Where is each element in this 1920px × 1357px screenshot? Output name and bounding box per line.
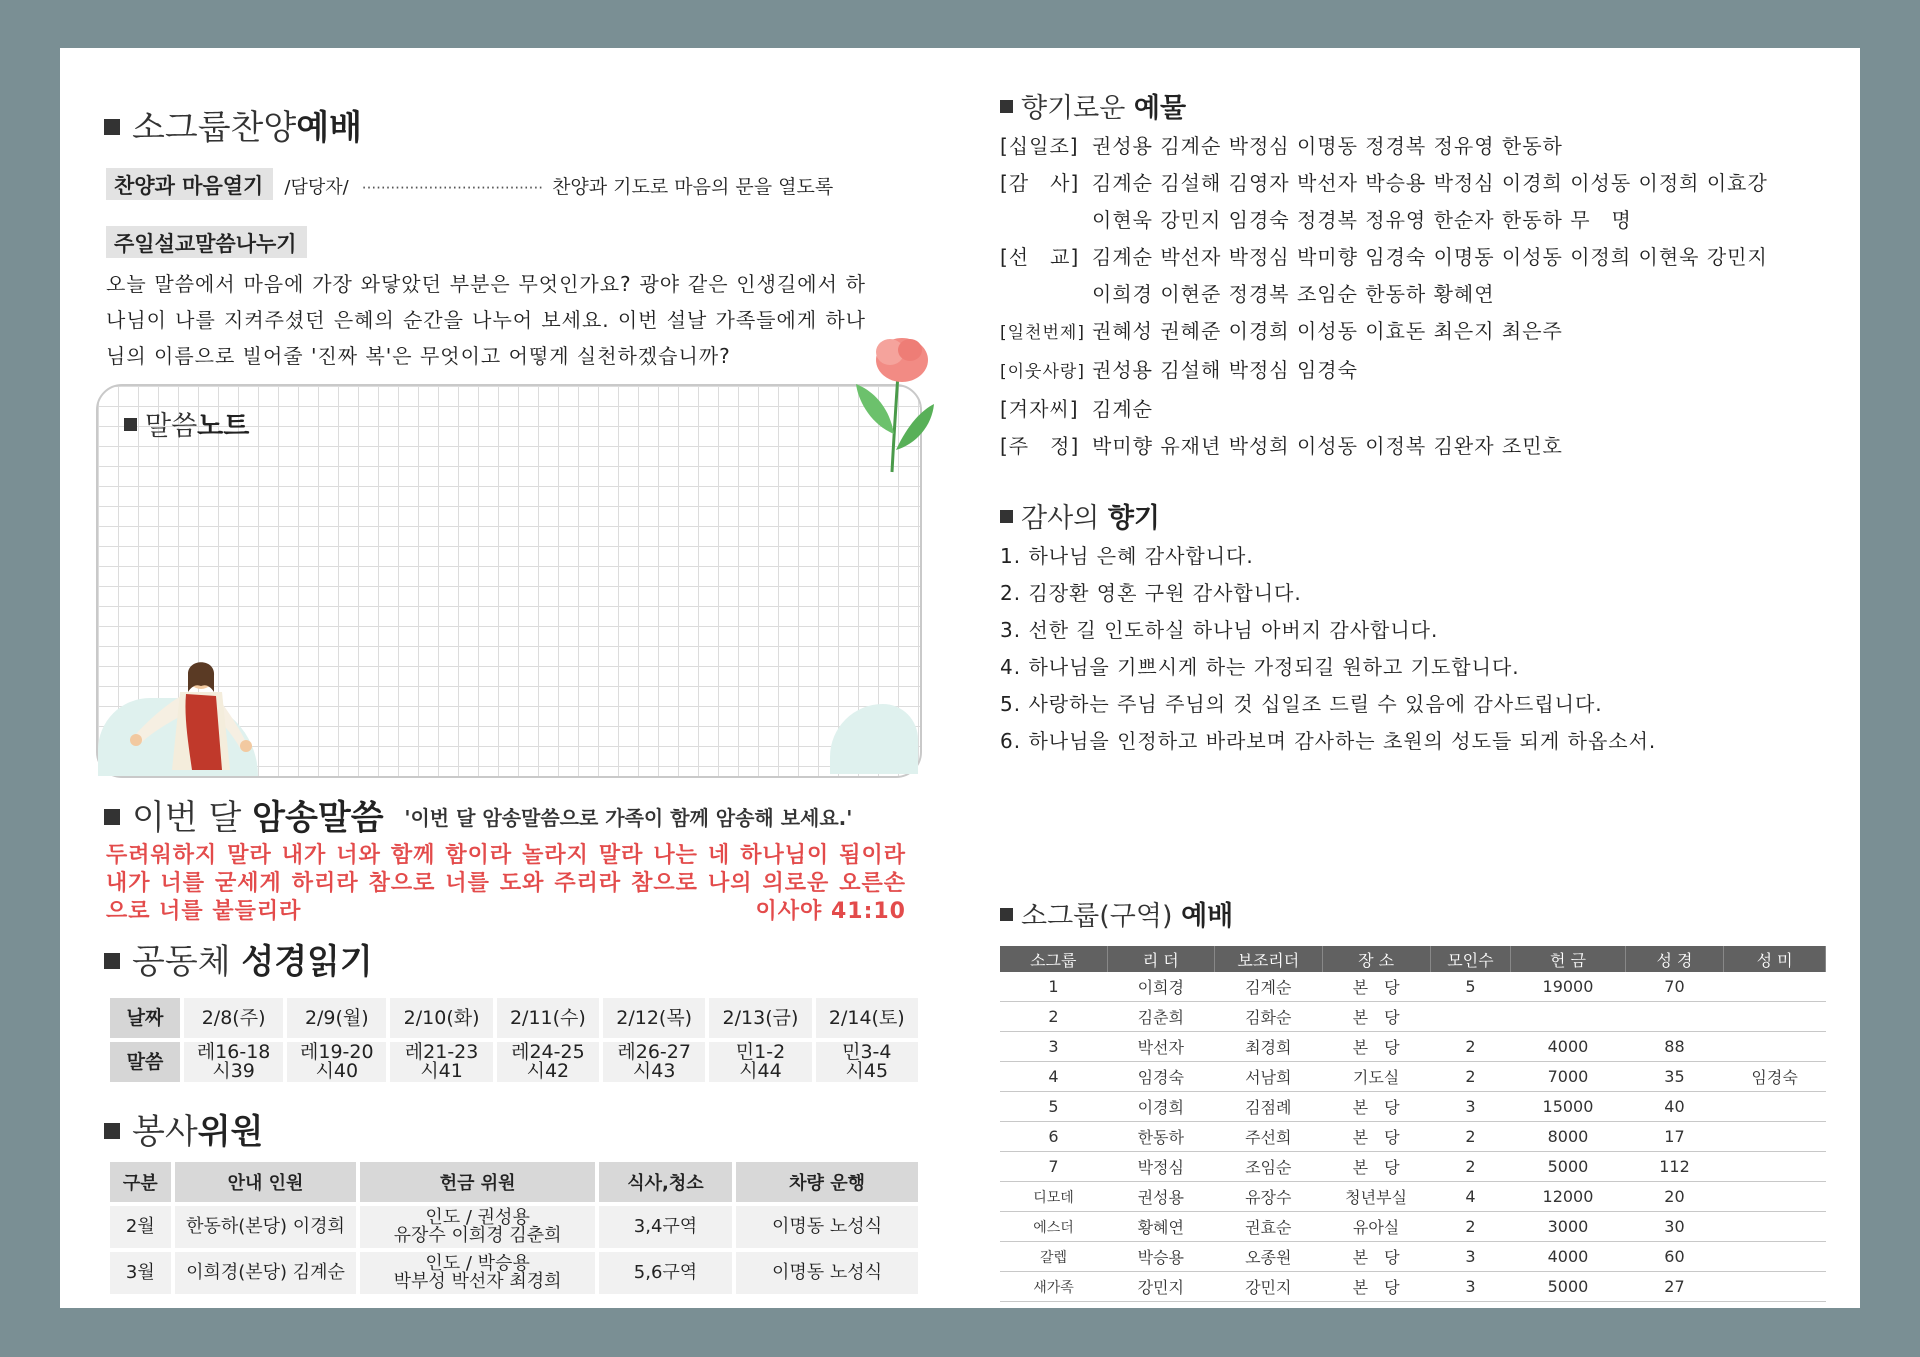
service-offering: [360, 1252, 594, 1294]
reading-verse-row: [110, 1042, 918, 1082]
offering-line: [1000, 428, 1840, 465]
group-cell: 김화순: [1215, 1002, 1323, 1032]
reading-passage: [603, 1042, 705, 1082]
offering-key: [감 사]: [1000, 171, 1080, 195]
praise-label: 찬양과 마음열기: [106, 168, 273, 200]
group-cell: 오종원: [1215, 1242, 1323, 1272]
group-cell: [1724, 1212, 1826, 1242]
reading-date: 2/11(수): [497, 998, 599, 1038]
praise-desc: 찬양과 기도로 마음의 문을 열도록: [552, 176, 834, 198]
group-title: 소그룹(구역) 예배: [1000, 894, 1233, 933]
group-cell: 임경숙: [1107, 1062, 1215, 1092]
reading-passage-main: 레21-23: [404, 1041, 479, 1063]
group-cell: 2: [1000, 1002, 1107, 1032]
service-offering-lead: 인도 / 박승용: [425, 1253, 530, 1274]
offering-key: [주 정]: [1000, 434, 1080, 458]
offering-names: 박미향 유재년 박성희 이성동 이정복 김완자 조민호: [1092, 434, 1563, 458]
group-cell: 김점례: [1215, 1092, 1323, 1122]
thanks-item: 5. 사랑하는 주님 주님의 것 십일조 드릴 수 있음에 감사드립니다.: [1000, 692, 1603, 716]
group-cell: [1625, 1002, 1723, 1032]
offering-title: 향기로운 예물: [1000, 86, 1186, 125]
jesus-illustration: [126, 652, 276, 772]
offering-key: [겨자씨]: [1000, 397, 1079, 421]
offering-names: 권성용 김설해 박정심 임경숙: [1092, 358, 1358, 382]
service-row: [110, 1206, 918, 1248]
reading-passage-main: 레19-20: [300, 1041, 374, 1063]
group-cell: 본 당: [1322, 1152, 1430, 1182]
offering-key: [이웃사랑]: [1000, 362, 1085, 382]
service-offering-members: 유장수 이희경 김춘희: [393, 1225, 562, 1246]
reading-date: 2/13(금): [709, 998, 811, 1038]
group-cell: 서남희: [1215, 1062, 1323, 1092]
reading-passage-main: 민3-4: [842, 1041, 892, 1063]
offering-line: [1000, 128, 1840, 165]
square-bullet-icon: [104, 119, 120, 135]
offering-list: [1000, 128, 1840, 465]
service-offering-members: 박부성 박선자 최경희: [393, 1271, 562, 1292]
offering-line: [1000, 202, 1840, 239]
memory-verse: 두려워하지 말라 내가 너와 함께 함이라 놀라지 말라 나는 네 하나님이 됨이라 내가 너를 굳세게 하리라 참으로 너를 도와 주리라 참으로 나의 의로운 오른손으로 너를 붙들리라: [106, 843, 906, 924]
service-table: [106, 1158, 922, 1298]
group-row: [1000, 1242, 1826, 1272]
group-cell: 3: [1430, 1092, 1511, 1122]
offering-names: 권성용 김계순 박정심 이명동 정경복 정유영 한동하: [1092, 134, 1563, 158]
group-cell: 5000: [1511, 1272, 1626, 1302]
reading-passage-psalm: 시39: [212, 1060, 255, 1082]
group-cell: [1724, 1182, 1826, 1212]
thanks-item: 6. 하나님을 인정하고 바라보며 감사하는 초원의 성도들 되게 하옵소서.: [1000, 729, 1657, 753]
sermon-label-wrap: [106, 226, 307, 258]
square-bullet-icon: [104, 809, 120, 825]
service-car: 이명동 노성식: [736, 1206, 918, 1248]
group-row: [1000, 1032, 1826, 1062]
group-row: [1000, 1062, 1826, 1092]
group-cell: 2: [1430, 1212, 1511, 1242]
group-cell: 황혜연: [1107, 1212, 1215, 1242]
group-cell: 3000: [1511, 1212, 1626, 1242]
service-meal: 5,6구역: [599, 1252, 732, 1294]
service-header: 식사,청소: [599, 1162, 732, 1202]
reading-passage-psalm: 시41: [420, 1060, 463, 1082]
group-header: 성 경: [1625, 946, 1723, 972]
square-bullet-icon: [124, 418, 137, 431]
group-cell: 7000: [1511, 1062, 1626, 1092]
group-table: [1000, 946, 1826, 1302]
group-cell: 기도실: [1322, 1062, 1430, 1092]
group-row: [1000, 1092, 1826, 1122]
thanks-list: [1000, 538, 1840, 760]
bulletin-sheet: [60, 48, 1860, 1308]
group-cell: 4: [1430, 1182, 1511, 1212]
group-cell: [1724, 1242, 1826, 1272]
praise-row: [106, 168, 986, 200]
offering-line: [1000, 239, 1840, 276]
reading-passage: [497, 1042, 599, 1082]
offering-names: 권혜성 권혜준 이경희 이성동 이효돈 최은지 최은주: [1092, 319, 1563, 343]
service-header: 구분: [110, 1162, 171, 1202]
group-cell: [1724, 1122, 1826, 1152]
service-title: 봉사위원: [104, 1104, 263, 1153]
reading-passage-main: 레24-25: [511, 1041, 585, 1063]
group-cell: 112: [1625, 1152, 1723, 1182]
group-cell: [1724, 1002, 1826, 1032]
service-row: [110, 1252, 918, 1294]
group-cell: 4: [1000, 1062, 1107, 1092]
group-header: 장 소: [1322, 946, 1430, 972]
group-cell: 한동하: [1107, 1122, 1215, 1152]
sermon-label: 주일설교말씀나누기: [106, 226, 307, 258]
service-header: 안내 인원: [175, 1162, 357, 1202]
group-cell: 본 당: [1322, 1122, 1430, 1152]
square-bullet-icon: [1000, 908, 1013, 921]
flower-illustration: [850, 334, 940, 474]
group-row: [1000, 1212, 1826, 1242]
group-cell: 27: [1625, 1272, 1723, 1302]
group-cell: 19000: [1511, 972, 1626, 1002]
reading-passage: [816, 1042, 918, 1082]
thanks-item: 4. 하나님을 기쁘시게 하는 가정되길 원하고 기도합니다.: [1000, 655, 1520, 679]
reading-passage-psalm: 시42: [526, 1060, 570, 1082]
service-month: 2월: [110, 1206, 171, 1248]
group-cell: 주선희: [1215, 1122, 1323, 1152]
group-cell: 20: [1625, 1182, 1723, 1212]
group-row: [1000, 1182, 1826, 1212]
group-cell: 청년부실: [1322, 1182, 1430, 1212]
group-cell: 유아실: [1322, 1212, 1430, 1242]
group-header: 리 더: [1107, 946, 1215, 972]
group-cell: 임경숙: [1724, 1062, 1826, 1092]
thanks-item: 3. 선한 길 인도하실 하나님 아버지 감사합니다.: [1000, 618, 1439, 642]
reading-date-label: 날짜: [110, 998, 180, 1038]
group-cell: 5: [1000, 1092, 1107, 1122]
group-cell: 본 당: [1322, 1032, 1430, 1062]
offering-names: 김계순 박선자 박정심 박미향 임경숙 이명동 이성동 이정희 이현욱 강민지: [1092, 245, 1768, 269]
square-bullet-icon: [104, 1123, 120, 1139]
group-cell: 본 당: [1322, 1242, 1430, 1272]
reading-passage-psalm: 시43: [632, 1060, 676, 1082]
group-cell: 강민지: [1107, 1272, 1215, 1302]
service-offering: [360, 1206, 594, 1248]
reading-passage-psalm: 시40: [315, 1060, 359, 1082]
group-cell: 35: [1625, 1062, 1723, 1092]
reading-passage: [709, 1042, 811, 1082]
service-guide: 한동하(본당) 이경희: [175, 1206, 357, 1248]
reading-passage-main: 레26-27: [617, 1041, 691, 1063]
service-meal: 3,4구역: [599, 1206, 732, 1248]
group-cell: 권효순: [1215, 1212, 1323, 1242]
group-cell: [1430, 1002, 1511, 1032]
reading-passage-psalm: 시45: [845, 1060, 889, 1082]
memory-title: 이번 달 암송말씀 '이번 달 암송말씀으로 가족이 함께 암송해 보세요.': [104, 790, 852, 839]
group-cell: 88: [1625, 1032, 1723, 1062]
square-bullet-icon: [1000, 100, 1013, 113]
group-cell: 30: [1625, 1212, 1723, 1242]
offering-names: 이희경 이현준 정경복 조임순 한동하 황혜연: [1092, 282, 1495, 306]
group-cell: 조임순: [1215, 1152, 1323, 1182]
offering-line: [1000, 391, 1840, 428]
thanks-item: 1. 하나님 은혜 감사합니다.: [1000, 544, 1254, 568]
group-cell: 40: [1625, 1092, 1723, 1122]
group-cell: [1724, 972, 1826, 1002]
group-cell: 2: [1430, 1122, 1511, 1152]
group-header: 헌 금: [1511, 946, 1626, 972]
group-cell: 7: [1000, 1152, 1107, 1182]
service-header: 차량 운행: [736, 1162, 918, 1202]
praise-dots: ······································: [361, 179, 543, 197]
group-cell: 갈렙: [1000, 1242, 1107, 1272]
service-month: 3월: [110, 1252, 171, 1294]
reading-passage: [390, 1042, 492, 1082]
offering-key: [선 교]: [1000, 245, 1080, 269]
group-cell: 3: [1430, 1242, 1511, 1272]
group-cell: 70: [1625, 972, 1723, 1002]
group-cell: 4000: [1511, 1242, 1626, 1272]
offering-line: [1000, 352, 1840, 391]
offering-key: [십일조]: [1000, 134, 1079, 158]
note-title: 말씀노트: [124, 404, 249, 443]
group-cell: 6: [1000, 1122, 1107, 1152]
group-cell: [1724, 1152, 1826, 1182]
square-bullet-icon: [1000, 510, 1013, 523]
reading-title: 공동체 성경읽기: [104, 934, 373, 983]
group-cell: 12000: [1511, 1182, 1626, 1212]
group-cell: 3: [1430, 1272, 1511, 1302]
offering-line: [1000, 165, 1840, 202]
group-cell: 본 당: [1322, 972, 1430, 1002]
group-cell: 강민지: [1215, 1272, 1323, 1302]
group-cell: 김춘희: [1107, 1002, 1215, 1032]
group-cell: 이경희: [1107, 1092, 1215, 1122]
praise-leader: /담당자/: [284, 177, 349, 198]
group-cell: 박선자: [1107, 1032, 1215, 1062]
reading-passage-main: 민1-2: [735, 1041, 786, 1063]
group-cell: 권성용: [1107, 1182, 1215, 1212]
service-car: 이명동 노성식: [736, 1252, 918, 1294]
reading-date-row: [110, 998, 918, 1038]
thanks-title: 감사의 향기: [1000, 496, 1160, 535]
group-header: 소그룹: [1000, 946, 1107, 972]
reading-date: 2/12(목): [603, 998, 705, 1038]
group-row: [1000, 1152, 1826, 1182]
group-cell: 5: [1430, 972, 1511, 1002]
group-cell: 본 당: [1322, 1272, 1430, 1302]
group-cell: 유장수: [1215, 1182, 1323, 1212]
reading-passage: [184, 1042, 283, 1082]
square-bullet-icon: [104, 953, 120, 969]
group-cell: 최경희: [1215, 1032, 1323, 1062]
group-row: [1000, 1002, 1826, 1032]
reading-verse-label: 말씀: [110, 1042, 180, 1082]
group-cell: 60: [1625, 1242, 1723, 1272]
group-cell: [1511, 1002, 1626, 1032]
offering-names: 이현욱 강민지 임경숙 정경복 정유영 한순자 한동하 무 명: [1092, 208, 1632, 232]
group-row: [1000, 1272, 1826, 1302]
group-cell: 3: [1000, 1032, 1107, 1062]
reading-table: [106, 994, 922, 1086]
group-header: 모인수: [1430, 946, 1511, 972]
group-cell: 본 당: [1322, 1092, 1430, 1122]
group-cell: [1724, 1032, 1826, 1062]
group-cell: 17: [1625, 1122, 1723, 1152]
group-cell: 박정심: [1107, 1152, 1215, 1182]
group-cell: 4000: [1511, 1032, 1626, 1062]
group-cell: [1724, 1092, 1826, 1122]
reading-passage-main: 레16-18: [196, 1041, 271, 1063]
group-cell: 2: [1430, 1152, 1511, 1182]
group-cell: 8000: [1511, 1122, 1626, 1152]
group-cell: 박승용: [1107, 1242, 1215, 1272]
offering-line: [1000, 276, 1840, 313]
group-cell: 15000: [1511, 1092, 1626, 1122]
group-header: 보조리더: [1215, 946, 1323, 972]
reading-date: 2/10(화): [390, 998, 492, 1038]
sermon-text: 오늘 말씀에서 마음에 가장 와닿았던 부분은 무엇인가요? 광야 같은 인생길에서 하나님이 나를 지켜주셨던 은혜의 순간을 나누어 보세요. 이번 설날 가족들에게 하나님의 이름으로 빌어줄 '진짜 복'은 무엇이고 어떻게 실천하겠습니까?: [106, 272, 866, 368]
memory-ref: 이사야 41:10: [755, 899, 906, 924]
service-offering-lead: 인도 / 권성용: [425, 1207, 530, 1228]
reading-passage: [287, 1042, 386, 1082]
group-header: 성 미: [1724, 946, 1826, 972]
reading-date: 2/14(토): [816, 998, 918, 1038]
reading-date: 2/8(주): [184, 998, 283, 1038]
reading-date: 2/9(월): [287, 998, 386, 1038]
thanks-item: 2. 김장환 영혼 구원 감사합니다.: [1000, 581, 1302, 605]
group-cell: 새가족: [1000, 1272, 1107, 1302]
service-header: 헌금 위원: [360, 1162, 594, 1202]
worship-title: 소그룹찬양예배: [104, 100, 362, 149]
offering-names: 김계순 김설해 김영자 박선자 박승용 박정심 이경희 이성동 이정희 이효강: [1092, 171, 1768, 195]
group-row: [1000, 1122, 1826, 1152]
memory-subtitle: '이번 달 암송말씀으로 가족이 함께 암송해 보세요.': [404, 806, 853, 830]
group-cell: 본 당: [1322, 1002, 1430, 1032]
offering-key: [일천번제]: [1000, 323, 1085, 343]
group-cell: 디모데: [1000, 1182, 1107, 1212]
group-cell: 2: [1430, 1032, 1511, 1062]
offering-names: 김계순: [1092, 397, 1153, 421]
service-guide: 이희경(본당) 김계순: [175, 1252, 357, 1294]
group-cell: 1: [1000, 972, 1107, 1002]
offering-line: [1000, 313, 1840, 352]
reading-passage-psalm: 시44: [739, 1060, 782, 1082]
group-row: [1000, 972, 1826, 1002]
group-cell: 김계순: [1215, 972, 1323, 1002]
group-cell: [1724, 1272, 1826, 1302]
group-cell: 5000: [1511, 1152, 1626, 1182]
group-cell: 이희경: [1107, 972, 1215, 1002]
group-cell: 에스더: [1000, 1212, 1107, 1242]
group-cell: 2: [1430, 1062, 1511, 1092]
